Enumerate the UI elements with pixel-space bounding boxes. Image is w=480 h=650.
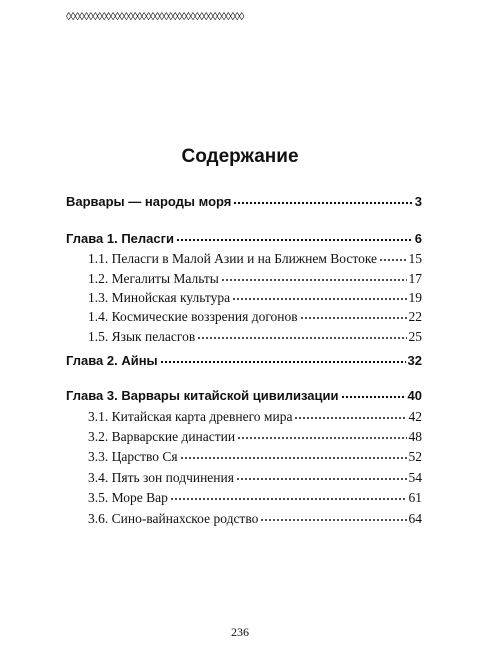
toc-chapter-2[interactable] [66,352,422,368]
toc-entry-page: 3 [414,194,422,209]
toc-entry-page: 25 [408,328,422,344]
header-ornament [66,10,424,24]
toc-section-3-3[interactable] [88,447,422,465]
ornament-pattern: ◊◊◊◊◊◊◊◊◊◊◊◊◊◊◊◊◊◊◊◊◊◊◊◊◊◊◊◊◊◊◊◊◊◊◊◊◊◊◊◊ [66,11,244,23]
toc-section-3-5[interactable] [88,488,422,506]
toc-entry-label: 3.3. Царство Ся [88,448,178,464]
toc-chapter-3[interactable] [66,387,422,403]
toc-entry-page: 48 [408,428,422,444]
toc-entry-label: 1.3. Минойская культура [88,289,231,305]
dot-leader [260,510,406,524]
toc-entry-barbarians[interactable] [66,193,422,209]
toc-entry-label: 3.1. Китайская карта древнего мира [88,408,293,424]
page-title: Содержание [181,146,299,167]
toc-section-1-3[interactable] [88,288,422,306]
dot-leader [232,289,406,303]
toc-entry-label: 1.1. Пеласги в Малой Азии и на Ближнем Востоке [88,250,378,266]
toc-entry-label: 3.2. Варварские династии [88,428,236,444]
toc-entry-label: 1.5. Язык пеласгов [88,328,196,344]
dot-leader [300,308,407,322]
toc-entry-page: 6 [414,231,422,246]
toc-entry-page: 54 [408,469,422,485]
toc-section-3-4[interactable] [88,468,422,486]
dot-leader [170,489,407,503]
dot-leader [233,194,412,207]
dot-leader [197,328,406,342]
dot-leader [294,408,406,422]
toc-entry-page: 32 [407,353,422,368]
toc-section-1-2[interactable] [88,269,422,287]
toc-section-1-5[interactable] [88,327,422,345]
toc-entry-label: 3.5. Море Вар [88,489,168,505]
dot-leader [176,231,413,244]
toc-entry-label: Варвары — народы моря [66,194,232,209]
toc-entry-label: 3.4. Пять зон подчинения [88,469,234,485]
toc-section-1-1[interactable] [88,249,422,267]
toc-section-1-4[interactable] [88,307,422,325]
toc-entry-page: 40 [407,388,422,403]
dot-leader [236,469,407,483]
page-number: 236 [231,625,249,639]
toc-entry-label: 3.6. Сино-вайнахское родство [88,510,259,526]
toc-section-3-6[interactable] [88,509,422,527]
toc-entry-label: Глава 3. Варвары китайской цивилизации [66,388,339,403]
dot-leader [160,353,406,366]
toc-entry-page: 17 [408,270,422,286]
toc-entry-label: 1.2. Мегалиты Мальты [88,270,219,286]
toc-entry-page: 15 [408,250,422,266]
toc-entry-page: 61 [408,489,422,505]
toc-entry-page: 64 [408,510,422,526]
dot-leader [341,388,406,401]
toc-entry-label: Глава 2. Айны [66,353,158,368]
toc-section-3-2[interactable] [88,427,422,445]
toc-entry-page: 19 [408,289,422,305]
toc-entry-page: 52 [408,448,422,464]
toc-section-3-1[interactable] [88,407,422,425]
toc-chapter-1[interactable] [66,230,422,246]
dot-leader [221,270,407,284]
dot-leader [379,250,406,264]
toc-entry-label: Глава 1. Пеласги [66,231,175,246]
dot-leader [237,428,406,442]
toc-entry-page: 42 [408,408,422,424]
dot-leader [180,448,407,462]
toc-entry-page: 22 [408,308,422,324]
toc-entry-label: 1.4. Космические воззрения догонов [88,308,298,324]
